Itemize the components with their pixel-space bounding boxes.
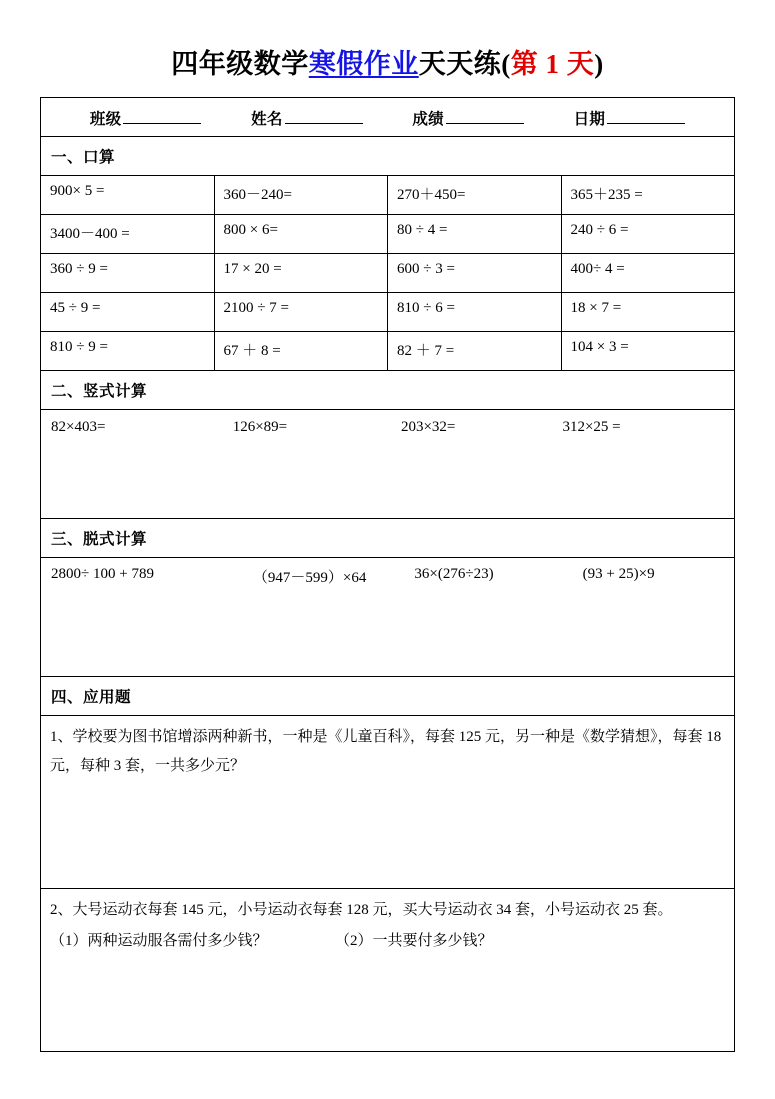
offform-item[interactable]: 36×(276÷23) <box>414 566 494 582</box>
table-row <box>41 254 735 293</box>
student-info-cell <box>41 98 735 137</box>
student-info-row <box>41 98 735 137</box>
class-label: 班级 <box>89 111 122 128</box>
score-label: 成绩 <box>412 111 444 128</box>
oral-item[interactable]: 270＋450= <box>388 176 562 215</box>
oral-item[interactable]: 240 ÷ 6 = <box>561 215 735 254</box>
title-part-close-paren: ) <box>594 49 604 79</box>
offform-item[interactable]: 2800÷ 100 + 789 <box>51 566 154 582</box>
section-offform-title: 三、脱式计算 <box>41 519 735 558</box>
offform-item[interactable]: (93 + 25)×9 <box>582 566 655 582</box>
oral-item[interactable]: 400÷ 4 = <box>561 254 735 293</box>
name-label: 姓名 <box>251 111 283 128</box>
title-part-daily-practice: 天天练( <box>418 49 511 79</box>
oral-item[interactable]: 80 ÷ 4 = <box>388 215 562 254</box>
date-label: 日期 <box>573 111 606 128</box>
word-problem-2-text: 2、大号运动衣每套 145 元，小号运动衣每套 128 元，买大号运动衣 34 套，小号运动衣 25 套。 <box>50 902 673 918</box>
vertical-item[interactable]: 203×32= <box>400 419 456 435</box>
section-header-offform <box>41 519 735 558</box>
oral-item[interactable]: 67 ＋ 8 = <box>214 332 388 371</box>
page-title <box>40 0 735 97</box>
oral-item[interactable]: 810 ÷ 9 = <box>41 332 215 371</box>
table-row <box>41 332 735 371</box>
oral-item[interactable]: 365＋235 = <box>561 176 735 215</box>
word-problem-2-sub-a: （1）两种运动服各需付多少钱？ <box>50 933 268 949</box>
oral-item[interactable]: 45 ÷ 9 = <box>41 293 215 332</box>
field-score[interactable] <box>412 107 524 129</box>
word-problem-1[interactable] <box>41 716 735 889</box>
word-problem-1-text: 1、学校要为图书馆增添两种新书，一种是《儿童百科》，每套 125 元，另一种是《数学猜想》，每套 18 元，每种 3 套，一共多少元？ <box>50 729 722 774</box>
vertical-item[interactable]: 126×89= <box>232 419 288 435</box>
section-oral-title: 一、口算 <box>41 137 735 176</box>
oral-item[interactable]: 360－240= <box>214 176 388 215</box>
oral-item[interactable]: 360 ÷ 9 = <box>41 254 215 293</box>
class-blank[interactable] <box>123 123 201 124</box>
section-header-word <box>41 677 735 716</box>
section-word-title: 四、应用题 <box>41 677 735 716</box>
worksheet-table <box>40 97 735 1052</box>
oral-item[interactable]: 18 × 7 = <box>561 293 735 332</box>
section-header-oral <box>41 137 735 176</box>
field-name[interactable] <box>251 107 363 129</box>
title-part-winter-homework: 寒假作业 <box>308 49 419 79</box>
date-blank[interactable] <box>607 123 685 124</box>
section-vertical-title: 二、竖式计算 <box>41 371 735 410</box>
vertical-item[interactable]: 82×403= <box>51 419 106 435</box>
name-blank[interactable] <box>285 123 363 124</box>
offform-work-cell[interactable] <box>41 558 735 677</box>
oral-item[interactable]: 82 ＋ 7 = <box>388 332 562 371</box>
oral-item[interactable]: 900× 5 = <box>41 176 215 215</box>
title-part-grade-subject: 四年级数学 <box>171 49 309 79</box>
field-date[interactable] <box>574 107 686 129</box>
offform-item[interactable]: （947－599）×64 <box>252 570 367 586</box>
table-row <box>41 215 735 254</box>
section-header-vertical <box>41 371 735 410</box>
oral-item[interactable]: 810 ÷ 6 = <box>388 293 562 332</box>
field-class[interactable] <box>90 107 202 129</box>
oral-item[interactable]: 600 ÷ 3 = <box>388 254 562 293</box>
offform-work-area[interactable] <box>41 558 735 677</box>
title-part-day-number: 第 1 天 <box>510 49 595 79</box>
vertical-item[interactable]: 312×25 = <box>562 419 621 435</box>
oral-item[interactable]: 2100 ÷ 7 = <box>214 293 388 332</box>
word-problem-2[interactable] <box>41 889 735 1052</box>
table-row <box>41 293 735 332</box>
score-blank[interactable] <box>446 123 524 124</box>
oral-item[interactable]: 800 × 6= <box>214 215 388 254</box>
vertical-work-cell[interactable] <box>41 410 735 519</box>
word-problem-2-sub-b: （2）一共要付多少钱？ <box>335 933 493 949</box>
oral-item[interactable]: 17 × 20 = <box>214 254 388 293</box>
oral-item[interactable]: 104 × 3 = <box>561 332 735 371</box>
table-row <box>41 176 735 215</box>
word-problem-row[interactable] <box>41 889 735 1052</box>
word-problem-row[interactable] <box>41 716 735 889</box>
vertical-work-area[interactable] <box>41 410 735 519</box>
oral-item[interactable]: 3400－400 = <box>41 215 215 254</box>
